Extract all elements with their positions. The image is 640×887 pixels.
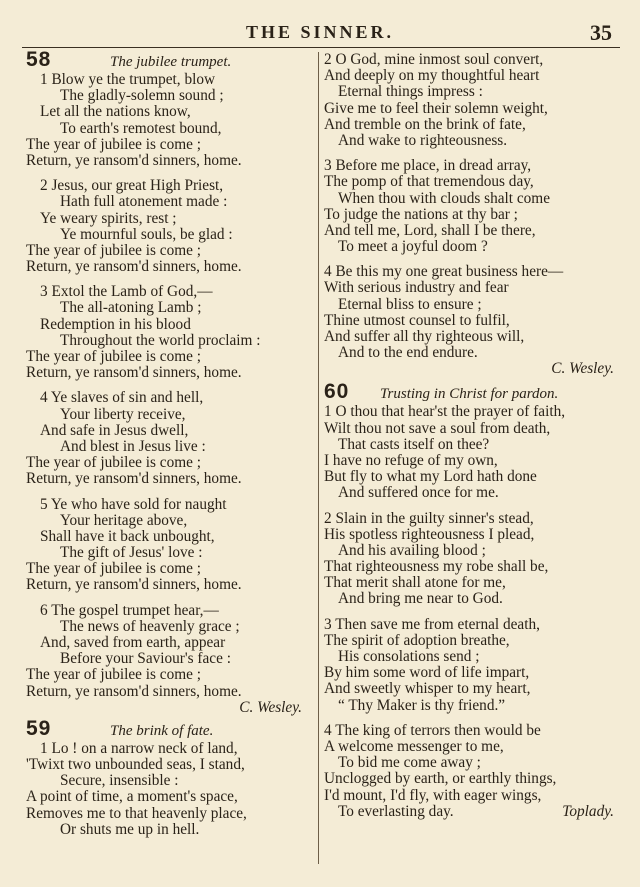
verse-line: To meet a joyful doom ? xyxy=(338,238,488,256)
verse-line: A point of time, a moment's space, xyxy=(26,788,238,806)
verse-line: 3 Before me place, in dread array, xyxy=(324,157,532,175)
verse-line: Secure, insensible : xyxy=(60,772,179,790)
hymn-verse xyxy=(324,52,622,149)
hymn-verse xyxy=(324,511,622,608)
hymn-60-verses xyxy=(324,404,622,820)
verse-line: And suffer all thy righteous will, xyxy=(324,328,525,345)
verse-line: 'Twixt two unbounded seas, I stand, xyxy=(26,755,245,773)
hymn-author: C. Wesley. xyxy=(551,360,614,378)
verse-line: 4 Be this my one great business here— xyxy=(324,263,564,281)
verse-line: Ye mournful souls, be glad : xyxy=(60,225,233,243)
verse-line: Your liberty receive, xyxy=(60,405,186,423)
hymn-verse xyxy=(26,497,310,594)
verse-line: Return, ye ransom'd sinners, home. xyxy=(26,151,242,169)
verse-line: I'd mount, I'd fly, with eager wings, xyxy=(324,786,542,804)
verse-line: Before your Saviour's face : xyxy=(60,650,231,668)
page-number: 35 xyxy=(590,20,612,45)
verse-line: 4 Ye slaves of sin and hell, xyxy=(40,389,204,407)
verse-line: 2 O God, mine inmost soul convert, xyxy=(324,51,544,68)
verse-line: The year of jubilee is come ; xyxy=(26,241,201,259)
verse-line: That casts itself on thee? xyxy=(338,435,490,453)
verse-line: 3 Then save me from eternal death, xyxy=(324,615,540,633)
verse-line: 6 The gospel trumpet hear,— xyxy=(40,601,219,619)
verse-line: Give me to feel their solemn weight, xyxy=(324,99,548,117)
hymn-59-verses xyxy=(26,741,310,838)
verse-line: And bring me near to God. xyxy=(338,590,503,608)
verse-line: The gift of Jesus' love : xyxy=(60,544,203,562)
verse-line: Wilt thou not save a soul from death, xyxy=(324,419,551,437)
hymn-title: Trusting in Christ for pardon. xyxy=(380,386,559,403)
verse-line: To judge the nations at thy bar ; xyxy=(324,205,518,223)
hymn-verse xyxy=(324,158,622,255)
verse-line: 1 O thou that hear'st the prayer of faith, xyxy=(324,403,566,421)
verse-line: The year of jubilee is come ; xyxy=(26,348,201,365)
verse-line: The spirit of adoption breathe, xyxy=(324,631,510,649)
verse-line: And to the end endure. xyxy=(338,344,478,362)
verse-line: And blest in Jesus live : xyxy=(60,437,206,455)
verse-line: 3 Extol the Lamb of God,— xyxy=(40,283,213,301)
verse-line: Throughout the world proclaim : xyxy=(60,331,261,349)
verse-line: And his availing blood ; xyxy=(338,541,486,559)
verse-line: And wake to righteousness. xyxy=(338,131,508,149)
verse-line: Return, ye ransom'd sinners, home. xyxy=(26,470,242,488)
verse-line: To earth's remotest bound, xyxy=(60,119,222,137)
verse-line: 2 Slain in the guilty sinner's stead, xyxy=(324,509,534,527)
verse-line: Redemption in his blood xyxy=(40,315,191,333)
verse-line: Return, ye ransom'd sinners, home. xyxy=(26,364,242,382)
verse-line: And safe in Jesus dwell, xyxy=(40,421,189,439)
running-title: THE SINNER. xyxy=(245,22,395,42)
verse-line: Unclogged by earth, or earthly things, xyxy=(324,770,557,788)
verse-line: Eternal bliss to ensure ; xyxy=(338,295,482,313)
verse-line: That merit shall atone for me, xyxy=(324,574,506,592)
hymn-verse xyxy=(26,72,310,169)
hymn-number: 60 xyxy=(324,380,350,404)
verse-line: Your heritage above, xyxy=(60,511,188,529)
verse-line: And tremble on the brink of fate, xyxy=(324,115,526,133)
verse-line: Return, ye ransom'd sinners, home. xyxy=(26,576,242,594)
verse-line: Or shuts me up in hell. xyxy=(60,820,200,838)
verse-line: The news of heavenly grace ; xyxy=(60,617,240,635)
hymn-verse xyxy=(26,741,310,838)
hymn-author: Toplady. xyxy=(562,802,614,820)
hymn-59-heading xyxy=(26,716,310,741)
verse-line: And suffered once for me. xyxy=(338,484,499,502)
verse-line: His spotless righteousness I plead, xyxy=(324,525,535,543)
hymn-number: 58 xyxy=(26,48,52,71)
hymn-58-verses xyxy=(26,72,310,700)
hymn-59-continued-verses xyxy=(324,52,622,361)
verse-line: Thine utmost counsel to fulfil, xyxy=(324,311,510,329)
verse-line: 1 Lo ! on a narrow neck of land, xyxy=(40,739,238,757)
verse-line: When thou with clouds shalt come xyxy=(338,189,550,207)
verse-line: The year of jubilee is come ; xyxy=(26,560,201,578)
verse-line: A welcome messenger to me, xyxy=(324,737,504,755)
hymn-title: The brink of fate. xyxy=(110,722,214,739)
hymn-number: 59 xyxy=(26,716,52,740)
left-column xyxy=(26,48,310,847)
hymn-58-heading xyxy=(26,48,310,72)
verse-line: And, saved from earth, appear xyxy=(40,634,226,651)
hymn-verse xyxy=(324,404,622,501)
verse-line: Shall have it back unbought, xyxy=(40,527,215,545)
hymn-verse xyxy=(26,603,310,700)
verse-line: I have no refuge of my own, xyxy=(324,451,498,469)
verse-line: Return, ye ransom'd sinners, home. xyxy=(26,682,242,700)
verse-line: Eternal things impress : xyxy=(338,83,483,101)
verse-line: 1 Blow ye the trumpet, blow xyxy=(40,71,216,88)
verse-line: With serious industry and fear xyxy=(324,279,509,297)
hymn-verse xyxy=(26,284,310,381)
hymn-verse xyxy=(26,390,310,487)
hymn-verse xyxy=(324,617,622,714)
verse-line: Hath full atonement made : xyxy=(60,193,228,211)
verse-line: The year of jubilee is come ; xyxy=(26,135,201,153)
verse-line: That righteousness my robe shall be, xyxy=(324,558,549,576)
hymn-verse xyxy=(26,178,310,275)
verse-line: The year of jubilee is come ; xyxy=(26,666,201,684)
verse-line: Let all the nations know, xyxy=(40,103,191,121)
hymn-60-heading xyxy=(324,380,622,404)
hymn-verse xyxy=(324,264,622,361)
verse-line: The all-atoning Lamb ; xyxy=(60,299,202,317)
verse-line: The year of jubilee is come ; xyxy=(26,454,201,472)
header-rule xyxy=(22,47,620,48)
verse-line: But fly to what my Lord hath done xyxy=(324,468,537,486)
verse-line: 5 Ye who have sold for naught xyxy=(40,495,227,513)
verse-line: The gladly-solemn sound ; xyxy=(60,87,224,105)
hymn-author: C. Wesley. xyxy=(239,698,302,716)
right-column xyxy=(324,52,622,821)
verse-line: And sweetly whisper to my heart, xyxy=(324,680,531,698)
verse-line: The pomp of that tremendous day, xyxy=(324,173,534,191)
verse-line: “ Thy Maker is thy friend.” xyxy=(338,696,506,714)
verse-line: 4 The king of terrors then would be xyxy=(324,721,541,739)
verse-line: To bid me come away ; xyxy=(338,754,481,772)
verse-line: 2 Jesus, our great High Priest, xyxy=(40,177,224,195)
verse-line: And deeply on my thoughtful heart xyxy=(324,67,540,85)
verse-line: Return, ye ransom'd sinners, home. xyxy=(26,258,242,276)
column-divider xyxy=(318,52,319,864)
verse-line: And tell me, Lord, shall I be there, xyxy=(324,221,536,239)
verse-line: To everlasting day. xyxy=(338,802,454,820)
verse-line: Removes me to that heavenly place, xyxy=(26,804,247,822)
page-header xyxy=(0,20,640,48)
verse-line: By him some word of life impart, xyxy=(324,664,530,682)
hymn-title: The jubilee trumpet. xyxy=(110,54,232,70)
verse-line: Ye weary spirits, rest ; xyxy=(40,209,177,227)
verse-line: His consolations send ; xyxy=(338,648,480,665)
